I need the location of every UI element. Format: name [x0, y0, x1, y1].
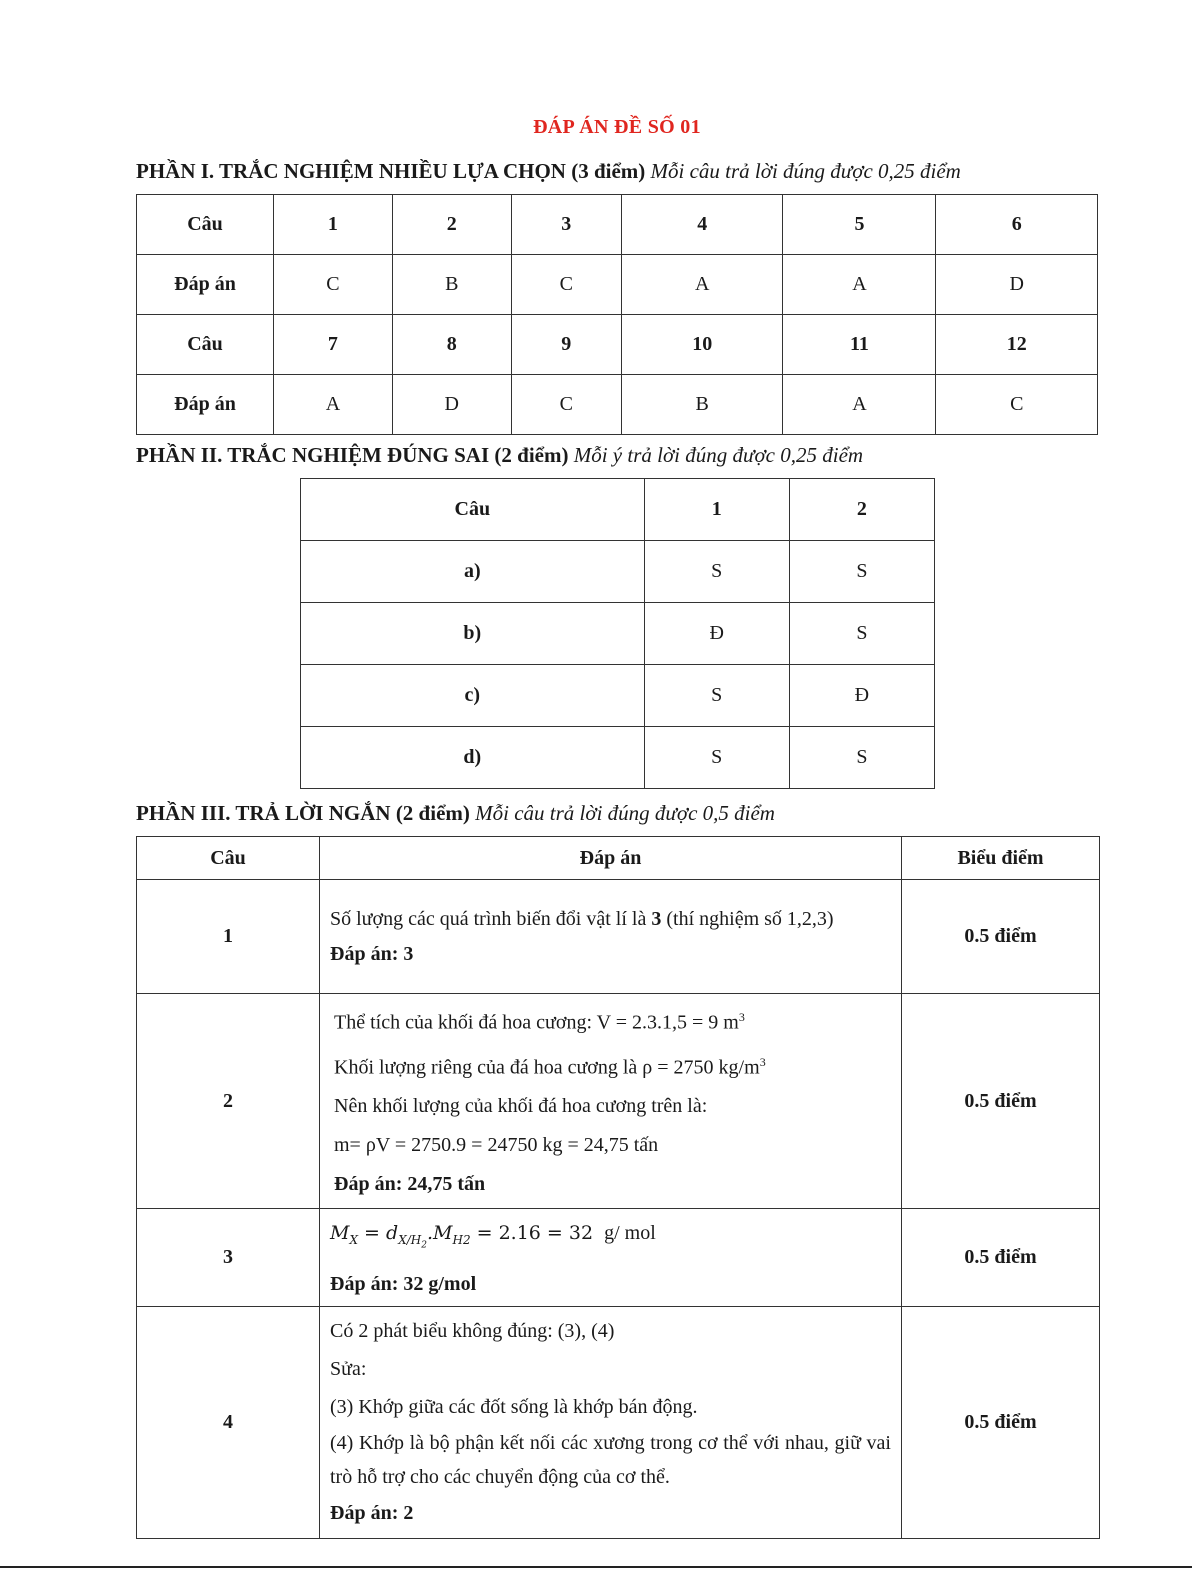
part3-answer-table — [136, 836, 1100, 1539]
answer-line: Số lượng các quá trình biến đổi vật lí là 3 (thí nghiệm số 1,2,3) — [330, 907, 834, 930]
answer-cell: C — [511, 255, 621, 315]
page-bottom-divider — [0, 1566, 1192, 1568]
row-label-answer: Đáp án — [137, 255, 274, 315]
unit: g/ mol — [604, 1222, 656, 1245]
header-cell: Câu — [301, 479, 645, 541]
question-number: 2 — [137, 994, 320, 1209]
table-row — [137, 1306, 1100, 1538]
score-cell: 0.5 điểm — [902, 994, 1100, 1209]
question-number: 11 — [783, 315, 936, 375]
part3-heading: PHẦN III. TRẢ LỜI NGẮN (2 điểm) — [136, 801, 470, 825]
final-answer: Đáp án: 3 — [330, 942, 414, 965]
table-row — [301, 541, 935, 603]
part1-heading-line — [136, 158, 961, 184]
question-number: 9 — [511, 315, 621, 375]
part2-heading: PHẦN II. TRẮC NGHIỆM ĐÚNG SAI (2 điểm) — [136, 443, 569, 467]
question-number: 6 — [936, 195, 1098, 255]
answer-cell: D — [936, 255, 1098, 315]
sub-item-label: d) — [301, 727, 645, 789]
document-title: ĐÁP ÁN ĐỀ SỐ 01 — [533, 116, 701, 138]
answer-detail — [320, 1306, 902, 1538]
table-row — [301, 727, 935, 789]
score-cell: 0.5 điểm — [902, 1306, 1100, 1538]
final-answer: Đáp án: 2 — [330, 1502, 414, 1524]
question-number: 1 — [137, 880, 320, 994]
question-number: 4 — [621, 195, 782, 255]
answer-line: (3) Khớp giữa các đốt sống là khớp bán động. — [330, 1396, 698, 1418]
question-number: 8 — [392, 315, 511, 375]
question-number: 3 — [511, 195, 621, 255]
answer-line: Nên khối lượng của khối đá hoa cương trên là: — [334, 1095, 708, 1118]
answer-detail — [320, 1209, 902, 1306]
question-number: 5 — [783, 195, 936, 255]
answer-cell: C — [274, 255, 393, 315]
table-row — [137, 315, 1098, 375]
answer-line: (4) Khớp là bộ phận kết nối các xương trong cơ thể với nhau, giữ vai trò hỗ trợ cho các chuyển động của cơ thể. — [330, 1432, 891, 1488]
question-number: 12 — [936, 315, 1098, 375]
row-label-answer: Đáp án — [137, 375, 274, 435]
header-cell: Câu — [137, 837, 320, 880]
answer-detail — [320, 994, 902, 1209]
table-row — [137, 375, 1098, 435]
table-row — [301, 665, 935, 727]
answer-line: m= ρV = 2750.9 = 24750 kg = 24,75 tấn — [334, 1134, 659, 1157]
answer-cell: D — [392, 375, 511, 435]
question-number: 3 — [137, 1209, 320, 1306]
answer-cell: S — [789, 727, 934, 789]
answer-cell: B — [621, 375, 782, 435]
part2-answer-table — [300, 478, 935, 789]
part3-note: Mỗi câu trả lời đúng được 0,5 điểm — [475, 801, 775, 825]
answer-cell: S — [789, 603, 934, 665]
answer-cell: C — [511, 375, 621, 435]
row-label-question: Câu — [137, 315, 274, 375]
answer-cell: Đ — [789, 665, 934, 727]
answer-line: Sửa: — [330, 1358, 367, 1380]
part1-answer-table — [136, 194, 1098, 435]
answer-cell: C — [936, 375, 1098, 435]
question-number: 2 — [392, 195, 511, 255]
table-row — [301, 603, 935, 665]
answer-cell: A — [783, 255, 936, 315]
header-cell: 1 — [644, 479, 789, 541]
table-header-row — [301, 479, 935, 541]
header-cell: Biểu điểm — [902, 837, 1100, 880]
score-cell: 0.5 điểm — [902, 880, 1100, 994]
answer-cell: B — [392, 255, 511, 315]
formula-line — [330, 1213, 891, 1265]
sub-item-label: b) — [301, 603, 645, 665]
question-number: 7 — [274, 315, 393, 375]
final-answer: Đáp án: 32 g/mol — [330, 1272, 477, 1295]
header-cell: 2 — [789, 479, 934, 541]
header-cell: Đáp án — [320, 837, 902, 880]
answer-cell: A — [783, 375, 936, 435]
part3-heading-line — [136, 800, 775, 826]
answer-cell: Đ — [644, 603, 789, 665]
answer-cell: A — [274, 375, 393, 435]
answer-cell: S — [644, 727, 789, 789]
answer-line: Khối lượng riêng của đá hoa cương là ρ = 2750 $kg/m^3$ — [334, 1054, 766, 1079]
answer-line: Có 2 phát biểu không đúng: (3), (4) — [330, 1320, 615, 1342]
table-row — [137, 880, 1100, 994]
table-row — [137, 1209, 1100, 1306]
part2-heading-line — [136, 442, 863, 468]
answer-cell: S — [644, 541, 789, 603]
answer-detail — [320, 880, 902, 994]
answer-cell: A — [621, 255, 782, 315]
formula: $M_X = d_{X/H_2}.M_{H2} = 2.16 = 32$ — [330, 1222, 594, 1251]
part1-note: Mỗi câu trả lời đúng được 0,25 điểm — [650, 159, 961, 183]
question-number: 10 — [621, 315, 782, 375]
table-header-row — [137, 837, 1100, 880]
table-row — [137, 255, 1098, 315]
question-number: 4 — [137, 1306, 320, 1538]
part1-heading: PHẦN I. TRẮC NGHIỆM NHIỀU LỰA CHỌN (3 điểm) — [136, 159, 646, 183]
question-number: 1 — [274, 195, 393, 255]
sub-item-label: c) — [301, 665, 645, 727]
sub-item-label: a) — [301, 541, 645, 603]
answer-cell: S — [644, 665, 789, 727]
answer-cell: S — [789, 541, 934, 603]
table-row — [137, 994, 1100, 1209]
final-answer: Đáp án: 24,75 tấn — [334, 1173, 486, 1196]
answer-line: Thể tích của khối đá hoa cương: V = 2.3.1,5 = 9 $m^3$ — [334, 1010, 745, 1034]
row-label-question: Câu — [137, 195, 274, 255]
table-row — [137, 195, 1098, 255]
score-cell: 0.5 điểm — [902, 1209, 1100, 1306]
part2-note: Mỗi ý trả lời đúng được 0,25 điểm — [573, 443, 864, 467]
